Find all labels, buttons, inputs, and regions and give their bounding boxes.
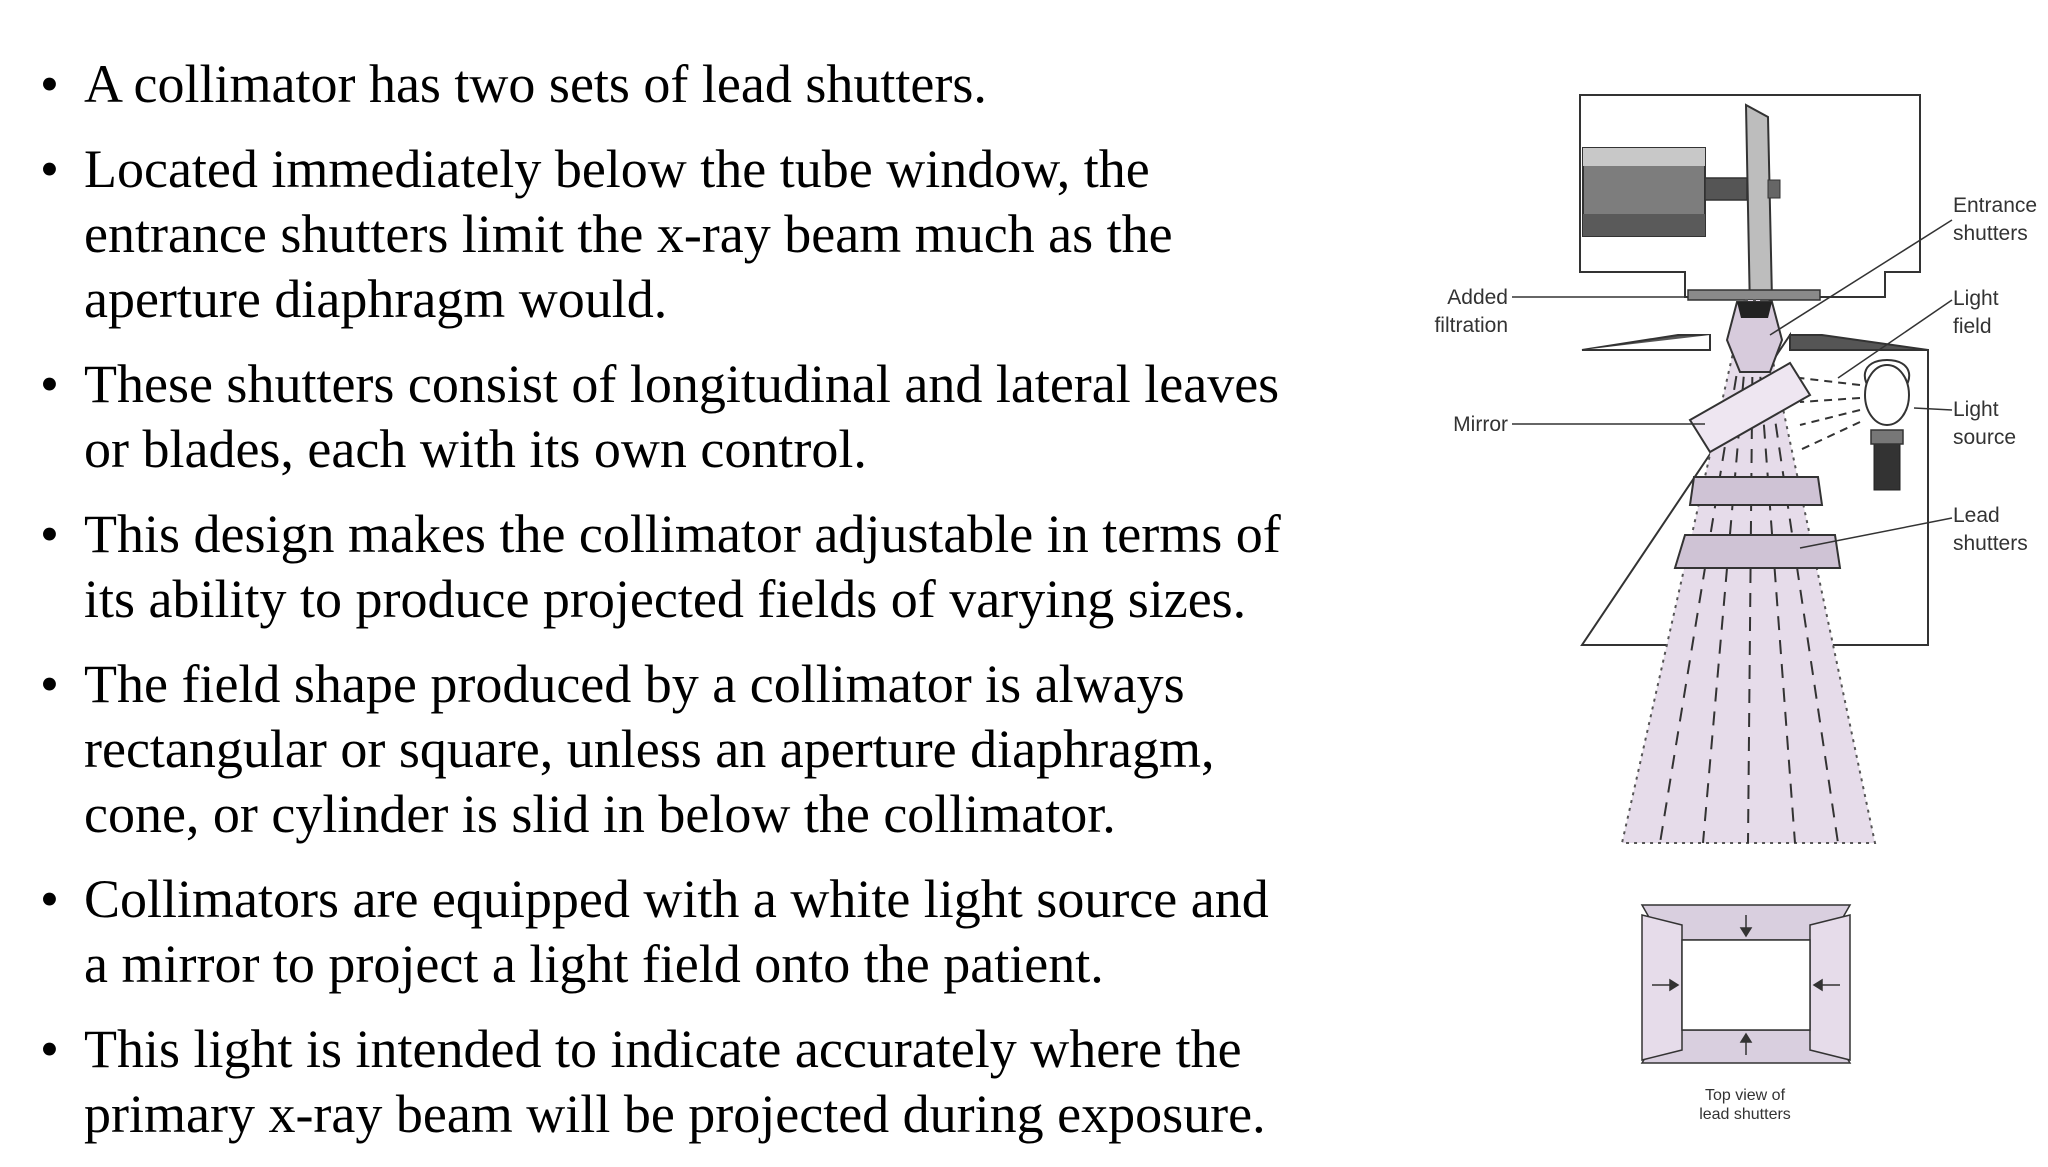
- bullet-symbol: •: [40, 869, 59, 929]
- bullet-line: Located immediately below the tube window, the: [84, 139, 1150, 199]
- bullet-line: These shutters consist of longitudinal and lateral leaves: [84, 354, 1280, 414]
- bullet-item: [40, 652, 1435, 847]
- label-light-source: Light source: [1953, 398, 2017, 449]
- bullet-line: aperture diaphragm would.: [84, 269, 668, 329]
- bullet-symbol: •: [40, 354, 59, 414]
- bullet-line: This light is intended to indicate accurately where the: [84, 1019, 1242, 1079]
- bullet-line: cone, or cylinder is slid in below the collimator.: [84, 784, 1116, 844]
- bullet-line: This design makes the collimator adjustable in terms of: [84, 504, 1281, 564]
- bullet-item: [40, 502, 1459, 632]
- bullet-symbol: •: [40, 54, 59, 114]
- bullet-item: [40, 137, 1435, 332]
- bullet-symbol: •: [40, 654, 59, 714]
- bullet-line: A collimator has two sets of lead shutters.: [84, 54, 987, 114]
- label-light-field: Light field: [1953, 287, 1999, 338]
- label-entrance-shutters: Entrance shutters: [1953, 194, 2038, 245]
- bullet-item: [40, 352, 1459, 482]
- bullet-line: its ability to produce projected fields of varying sizes.: [84, 569, 1247, 629]
- bullet-line: The field shape produced by a collimator is always: [84, 654, 1185, 714]
- label-lead-shutters: Lead shutters: [1953, 504, 2028, 555]
- lead-shutters-lower: [1675, 535, 1840, 568]
- bullet-line: primary x-ray beam will be projected during exposure.: [84, 1084, 1266, 1144]
- top-view-lead-shutters: [1642, 905, 1850, 1063]
- bullet-symbol: •: [40, 504, 59, 564]
- bullet-item: [40, 867, 1435, 997]
- label-mirror: Mirror: [1453, 413, 1508, 436]
- bullet-list: [40, 52, 1435, 1167]
- bullet-line: or blades, each with its own control.: [84, 419, 867, 479]
- bullet-symbol: •: [40, 139, 59, 199]
- bullet-line: entrance shutters limit the x-ray beam much as the: [84, 204, 1173, 264]
- collimator-diagram: [1425, 80, 2048, 1152]
- lead-shutters-upper: [1690, 477, 1822, 505]
- bullet-item: [40, 1017, 1435, 1147]
- entrance-shutter-block: [1737, 302, 1772, 318]
- filtration-plate: [1688, 290, 1820, 300]
- label-added-filtration: Added filtration: [1434, 286, 1508, 337]
- bullet-line: rectangular or square, unless an aperture diaphragm,: [84, 719, 1215, 779]
- bullet-symbol: •: [40, 1019, 59, 1079]
- bullet-line: a mirror to project a light field onto the patient.: [84, 934, 1104, 994]
- bullet-item: [40, 52, 1435, 117]
- top-view-caption: Top view of lead shutters: [1699, 1087, 1791, 1123]
- bullet-line: Collimators are equipped with a white light source and: [84, 869, 1269, 929]
